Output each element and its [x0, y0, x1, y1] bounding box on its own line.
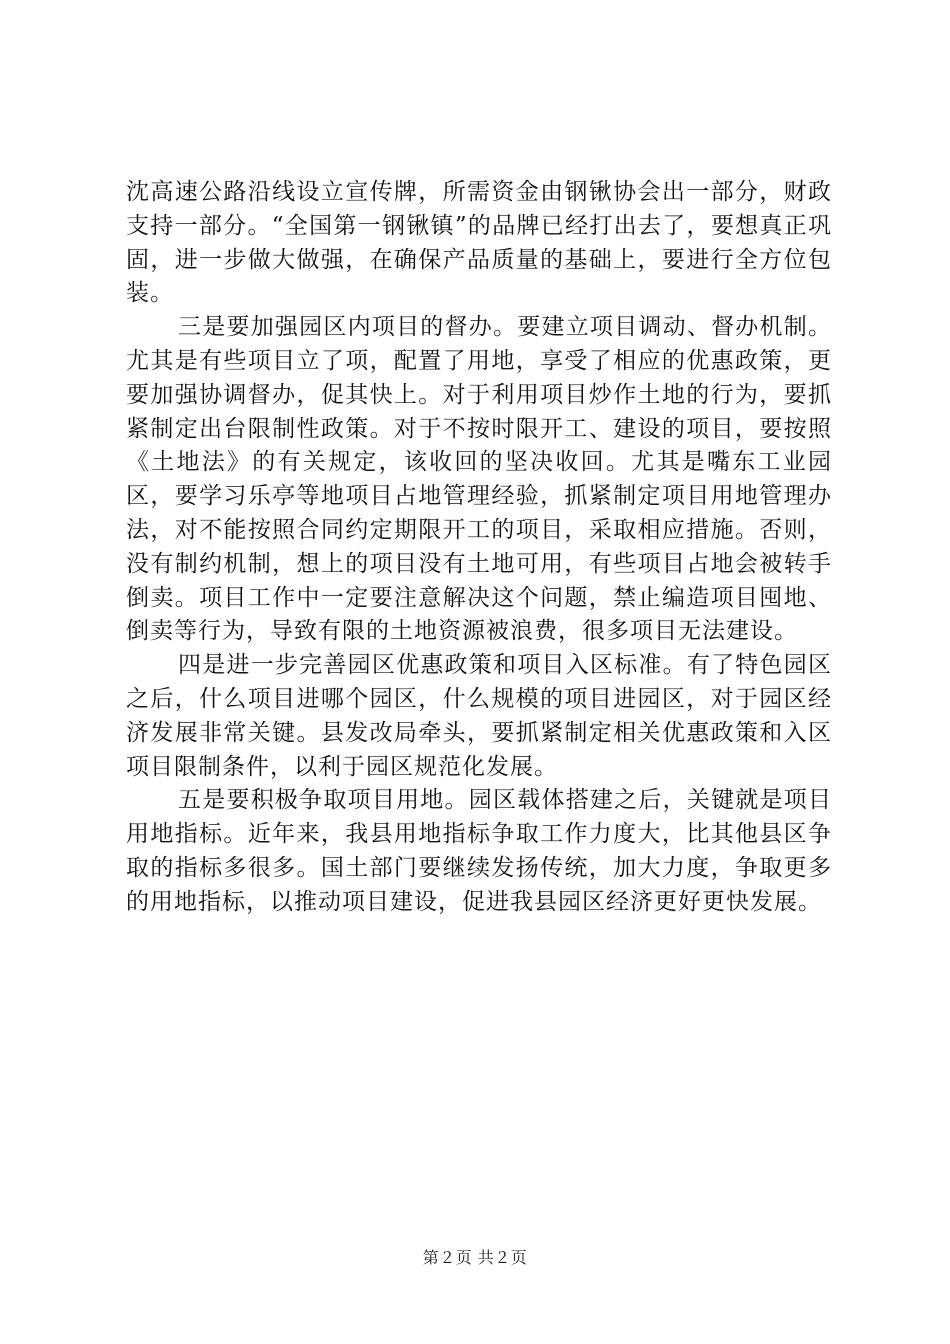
paragraph-point-four: 四是进一步完善园区优惠政策和项目入区标准。有了特色园区之后，什么项目进哪个园区，什么规模的项目进园区，对于园区经济发展非常关键。县发改局牵头，要抓紧制定相关优惠政策和入区项目限制条件，以利于园区规范化发展。: [126, 652, 832, 780]
paragraph-point-five: 五是要积极争取项目用地。园区载体搭建之后，关键就是项目用地指标。近年来，我县用地指标争取工作力度大，比其他县区争取的指标多很多。国土部门要继续发扬传统，加大力度，争取更多的用地指标，以推动项目建设，促进我县园区经济更好更快发展。: [126, 787, 832, 915]
document-body: [126, 176, 832, 920]
page-footer: 第２页 共２页: [422, 1248, 528, 1267]
paragraph-point-three: 三是要加强园区内项目的督办。要建立项目调动、督办机制。尤其是有些项目立了项，配置了用地，享受了相应的优惠政策，更要加强协调督办，促其快上。对于利用项目炒作土地的行为，要抓紧制定出台限制性政策。对于不按时限开工、建设的项目，要按照《土地法》的有关规定，该收回的坚决收回。尤其是嘴东工业园区，要学习乐亭等地项目占地管理经验，抓紧制定项目用地管理办法，对不能按照合同约定期限开工的项目，采取相应措施。否则，没有制约机制，想上的项目没有土地可用，有些项目占地会被转手倒卖。项目工作中一定要注意解决这个问题，禁止编造项目囤地、倒卖等行为，导致有限的土地资源被浪费，很多项目无法建设。: [126, 314, 832, 645]
paragraph-continuation: 沈高速公路沿线设立宣传牌，所需资金由钢锹协会出一部分，财政支持一部分。“全国第一钢锹镇”的品牌已经打出去了，要想真正巩固，进一步做大做强，在确保产品质量的基础上，要进行全方位包装。: [126, 179, 832, 307]
